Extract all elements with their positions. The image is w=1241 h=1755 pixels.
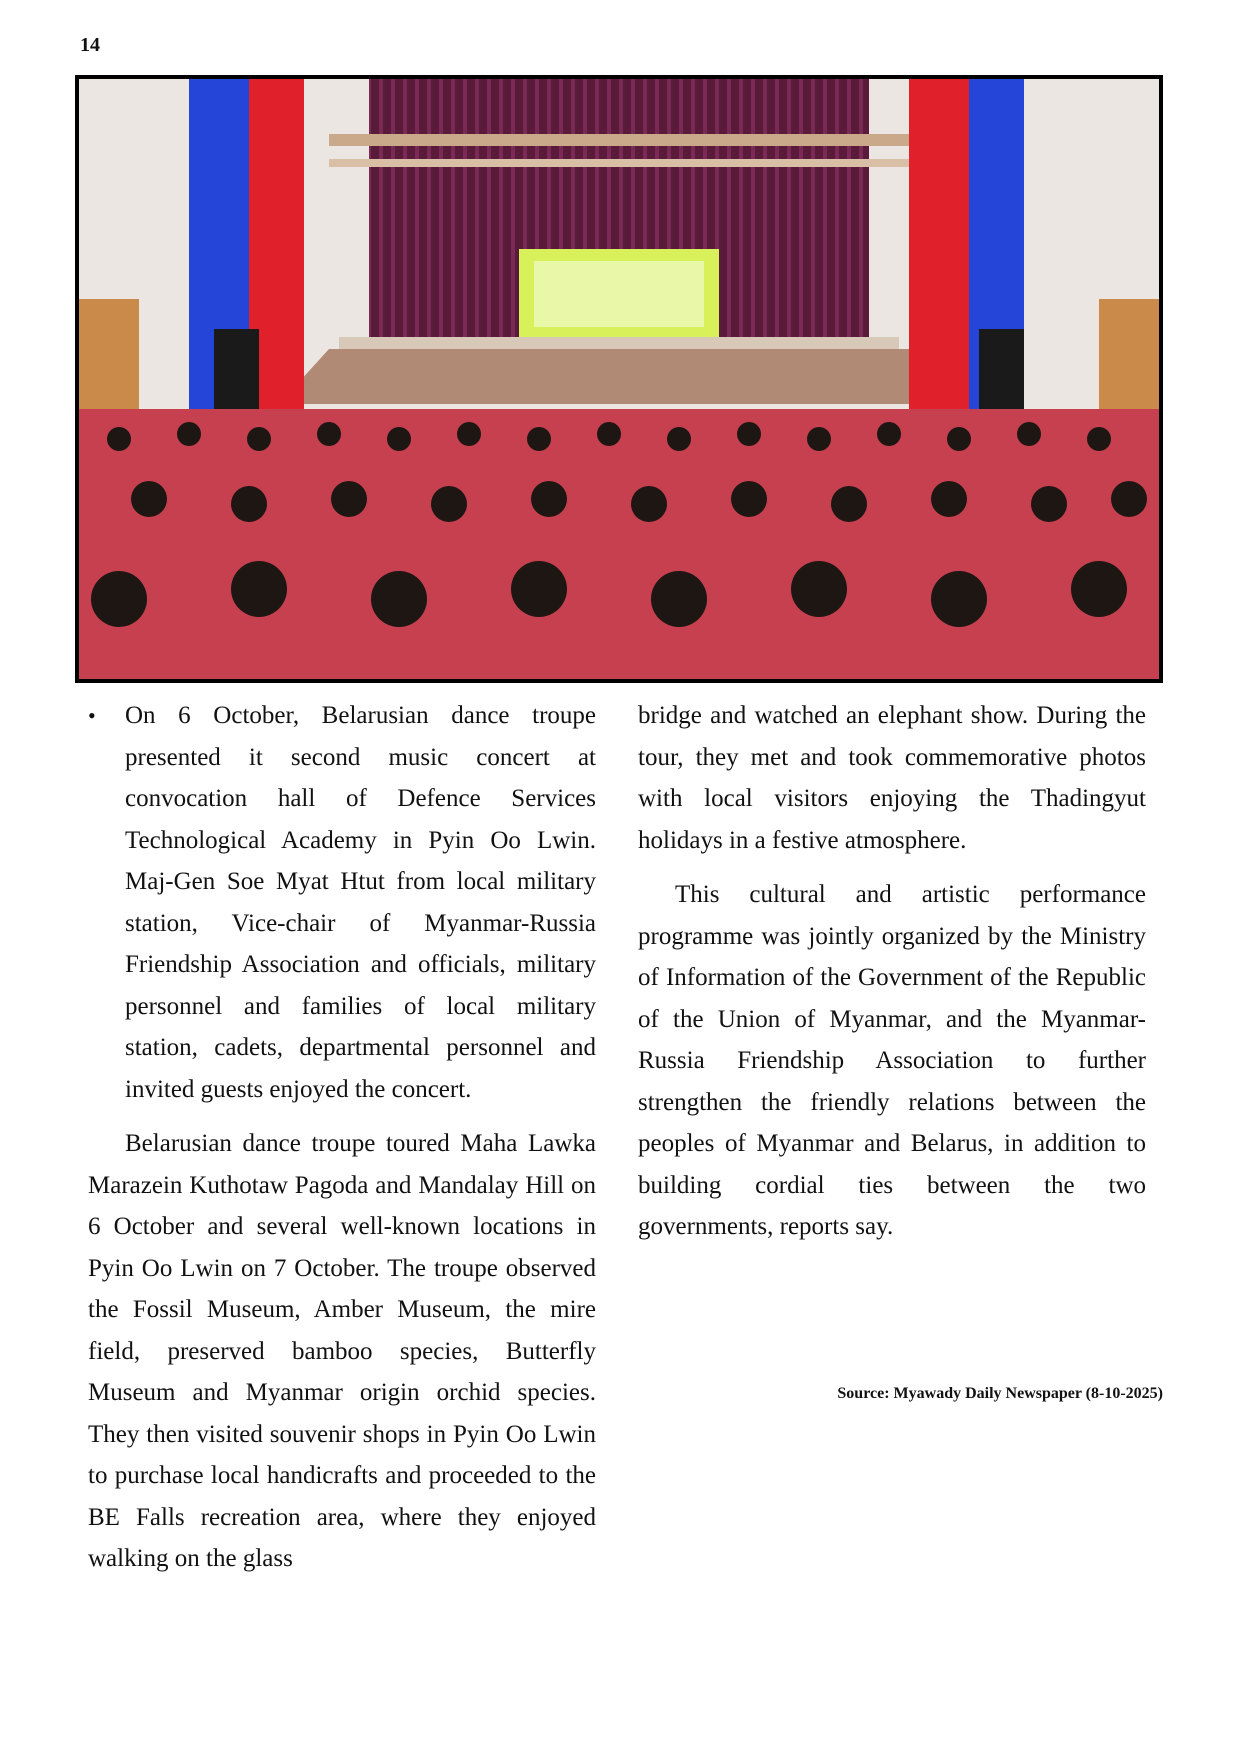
stage-screen-inner bbox=[534, 261, 704, 327]
article-column-right bbox=[638, 695, 1146, 1248]
speaker-right bbox=[979, 329, 1024, 409]
concert-hall-illustration bbox=[79, 79, 1159, 679]
bullet-icon: • bbox=[88, 703, 96, 728]
bullet-paragraph: On 6 October, Belarusian dance troupe presented it second music concert at convocation hall of Defence Services Technological Academy in Pyin Oo Lwin. Maj-Gen Soe Myat Htut from local military station, Vice-chair of Myanmar-Russia Friendship Association and officials, military personnel and families of local military station, cadets, departmental personnel and invited guests enjoyed the concert. bbox=[125, 702, 596, 1103]
speaker-left bbox=[214, 329, 259, 409]
curtain-valance bbox=[329, 134, 909, 146]
paragraph-organizers: This cultural and artistic performance programme was jointly organized by the Ministry of Information of the Government of the Republic of the Union of Myanmar, and the Myanmar-Russia Friendship Association to further strengthen the friendly relations between the peoples of Myanmar and Belarus, in addition to building cordial ties between the two governments, reports say. bbox=[638, 881, 1146, 1240]
curtain-valance-2 bbox=[329, 159, 909, 167]
paragraph-tour-continued: bridge and watched an elephant show. During the tour, they met and took commemorative photos with local visitors enjoying the Thadingyut holidays in a festive atmosphere. bbox=[638, 702, 1146, 854]
page-number: 14 bbox=[80, 34, 100, 56]
door-left bbox=[79, 299, 139, 409]
door-right bbox=[1099, 299, 1159, 409]
bullet-item bbox=[88, 695, 596, 1110]
audience-seating bbox=[79, 409, 1159, 679]
event-photo bbox=[75, 75, 1163, 683]
article-column-left bbox=[88, 695, 596, 1580]
paragraph-tour: Belarusian dance troupe toured Maha Lawka Marazein Kuthotaw Pagoda and Mandalay Hill on 6 October and several well-known locations in Pyin Oo Lwin on 7 October. The troupe observed the Fossil Museum, Amber Museum, the mire field, preserved bamboo species, Butterfly Museum and Myanmar origin orchid species. They then visited souvenir shops in Pyin Oo Lwin to purchase local handicrafts and proceeded to the BE Falls recreation area, where they enjoyed walking on the glass bbox=[88, 1130, 596, 1572]
stage-front bbox=[279, 349, 959, 404]
source-credit: Source: Myawady Daily Newspaper (8-10-2025) bbox=[837, 1385, 1163, 1402]
stage-floor bbox=[339, 337, 899, 351]
